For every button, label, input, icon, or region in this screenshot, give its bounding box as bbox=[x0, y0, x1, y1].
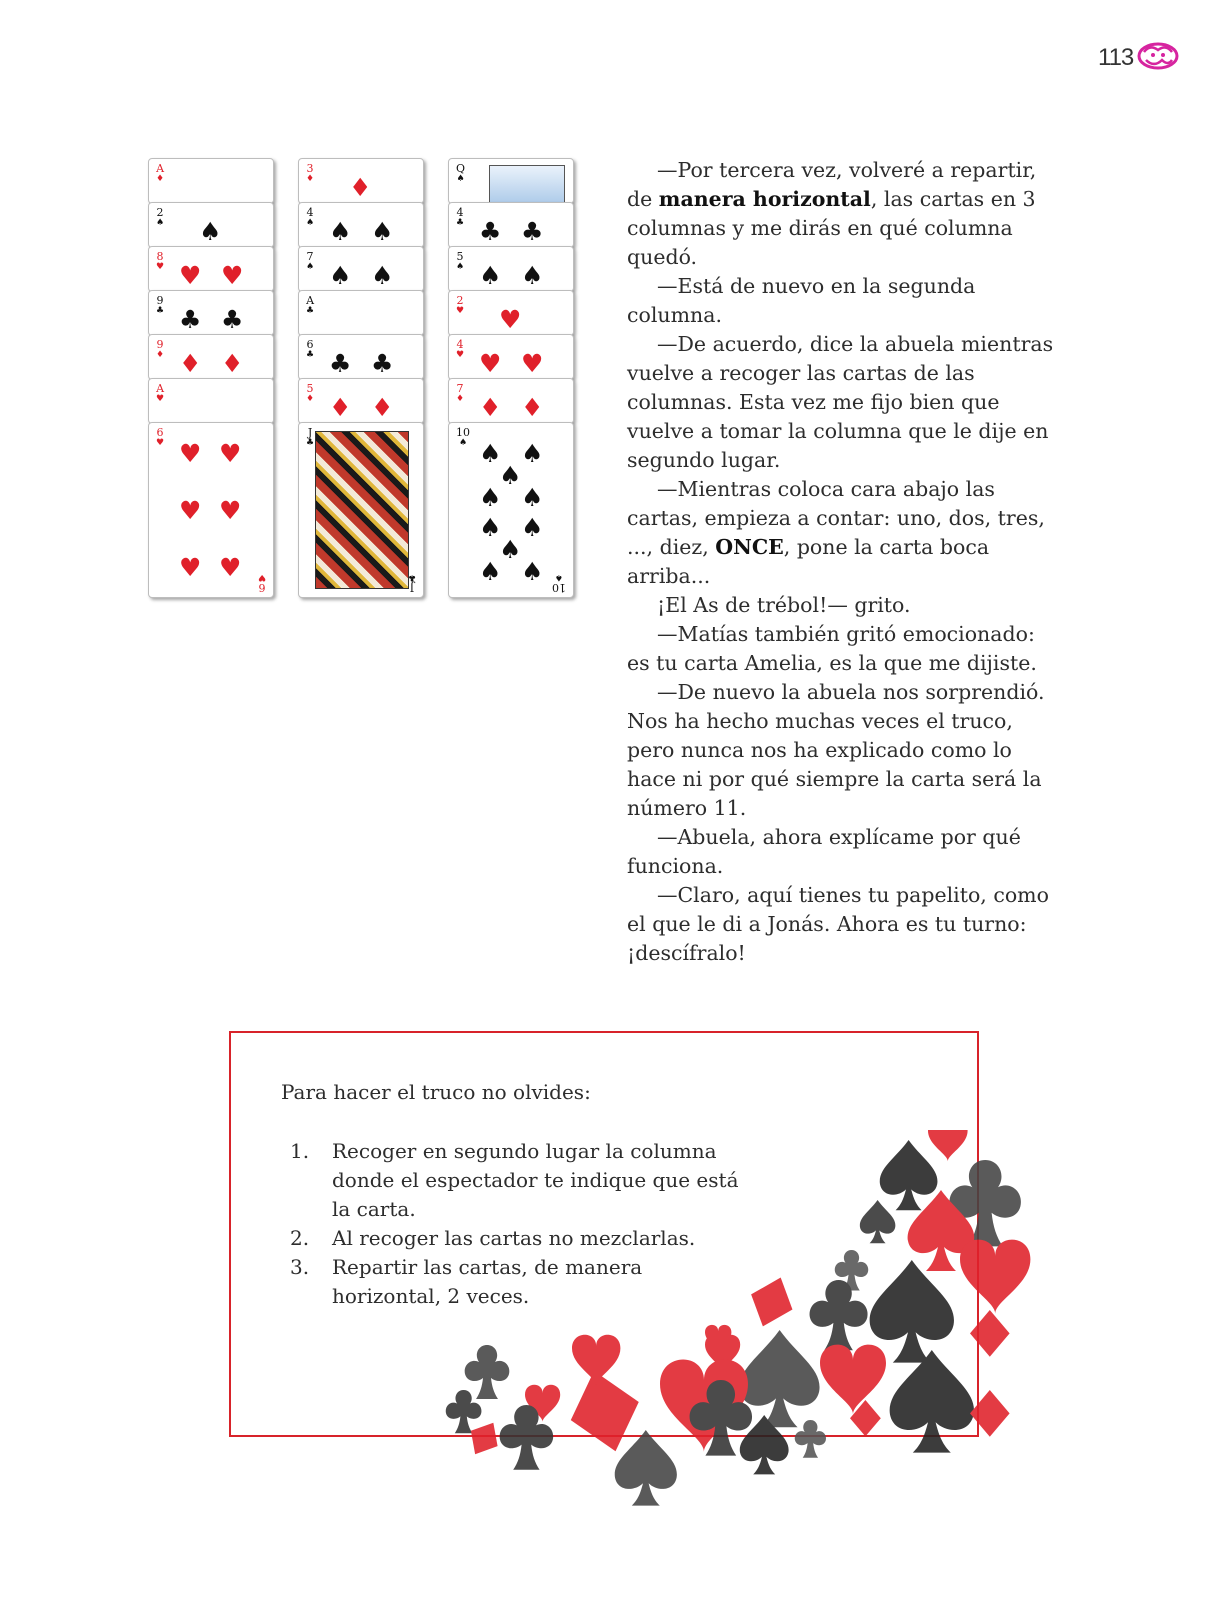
card-rank: 9 bbox=[156, 338, 164, 351]
card-index bbox=[306, 163, 314, 185]
card-suit-icon: ♦ bbox=[306, 394, 315, 404]
card-suit-icon: ♥ bbox=[456, 306, 465, 316]
card-rank: A bbox=[156, 382, 165, 395]
card-index bbox=[306, 251, 314, 273]
card-suit-icon: ♥ bbox=[156, 438, 165, 448]
playing-card bbox=[448, 334, 574, 380]
story-paragraph: —Claro, aquí tienes tu papelito, como el que le di a Jonás. Ahora es tu turno: ¡descífralo! bbox=[627, 883, 1049, 965]
card-pip-icon: ♠ bbox=[479, 439, 502, 468]
story-text bbox=[627, 156, 1057, 968]
card-pip-icon: ♦ bbox=[479, 393, 502, 422]
card-suit-icon: ♠ bbox=[458, 438, 468, 448]
card-index bbox=[456, 251, 464, 273]
story-paragraph: —Está de nuevo en la segunda columna. bbox=[627, 274, 976, 327]
card-rank: 5 bbox=[456, 250, 464, 263]
story-paragraph: —De acuerdo, dice la abuela mientras vuelve a recoger las cartas de las columnas. Esta vez me fijo bien que vuelve a tomar la columna que le dije en segundo lugar. bbox=[627, 332, 1054, 472]
card-pip-icon: ♣ bbox=[371, 349, 394, 378]
card-rank: 5 bbox=[306, 382, 314, 395]
card-suit-icon: ♠ bbox=[554, 572, 564, 582]
page-number: 113 bbox=[1098, 44, 1134, 71]
card-pip-icon: ♥ bbox=[219, 496, 242, 525]
card-index bbox=[456, 427, 470, 449]
card-rank: 9 bbox=[156, 294, 164, 307]
card-rank: 4 bbox=[456, 338, 464, 351]
card-pip-icon: ♠ bbox=[329, 261, 352, 290]
card-suits-decoration bbox=[440, 1130, 1080, 1530]
card-rank: Q bbox=[456, 162, 466, 175]
card-suit-icon: ♥ bbox=[456, 350, 465, 360]
card-rank: A bbox=[306, 294, 315, 307]
card-columns-illustration bbox=[148, 158, 588, 608]
card-suit-icon: ♠ bbox=[156, 218, 165, 228]
playing-card bbox=[298, 378, 424, 424]
card-rank: 8 bbox=[156, 250, 164, 263]
card-suit-icon: ♦ bbox=[156, 350, 165, 360]
playing-card bbox=[148, 290, 274, 336]
playing-card bbox=[448, 378, 574, 424]
card-pip-icon: ♥ bbox=[219, 439, 242, 468]
card-pip-icon: ♣ bbox=[221, 305, 244, 334]
card-pip-icon: ♣ bbox=[329, 349, 352, 378]
story-paragraph: —Matías también gritó emocionado: es tu carta Amelia, es la que me dijiste. bbox=[627, 622, 1037, 675]
card-suit-icon: ♠ bbox=[456, 262, 465, 272]
card-rank: 3 bbox=[306, 162, 314, 175]
story-paragraph: ¡El As de trébol!— grito. bbox=[657, 593, 911, 617]
tip-item: 2. Al recoger las cartas no mezclarlas. bbox=[290, 1226, 696, 1250]
jack-face-icon bbox=[315, 431, 409, 589]
card-pip-icon: ♠ bbox=[521, 513, 544, 542]
card-pip-icon: ♥ bbox=[219, 553, 242, 582]
card-suit-icon: ♠ bbox=[456, 174, 465, 184]
card-index bbox=[306, 427, 314, 449]
card-pip-icon: ♠ bbox=[371, 261, 394, 290]
card-pip-icon: ♥ bbox=[479, 349, 502, 378]
card-suit-icon: ♥ bbox=[156, 262, 165, 272]
playing-card bbox=[298, 158, 424, 204]
card-index-bottom bbox=[258, 571, 266, 593]
card-index bbox=[306, 295, 314, 317]
card-index bbox=[456, 383, 464, 405]
card-index bbox=[156, 383, 164, 405]
playing-card bbox=[148, 246, 274, 292]
card-suit-icon: ♠ bbox=[306, 262, 315, 272]
card-pip-icon: ♥ bbox=[521, 349, 544, 378]
playing-card bbox=[298, 334, 424, 380]
playing-card bbox=[448, 202, 574, 248]
card-pip-icon: ♠ bbox=[371, 217, 394, 246]
card-rank: 4 bbox=[306, 206, 314, 219]
card-index bbox=[306, 383, 314, 405]
card-pip-icon: ♣ bbox=[179, 305, 202, 334]
playing-card bbox=[148, 202, 274, 248]
playing-card bbox=[148, 334, 274, 380]
tip-item: 3. Repartir las cartas, de manera horizontal, 2 veces. bbox=[290, 1255, 643, 1308]
card-pip-icon: ♠ bbox=[521, 261, 544, 290]
card-suit-icon: ♦ bbox=[306, 174, 315, 184]
card-rank: 4 bbox=[456, 206, 464, 219]
story-paragraph: —Por tercera vez, volveré a repartir, de manera horizontal, las cartas en 3 columnas y me dirás en qué columna quedó. bbox=[627, 158, 1037, 269]
card-index bbox=[306, 339, 314, 361]
playing-card bbox=[148, 422, 274, 598]
tip-intro: Para hacer el truco no olvides: bbox=[281, 1080, 591, 1104]
playing-card bbox=[448, 246, 574, 292]
card-index-bottom bbox=[552, 571, 566, 593]
playing-card bbox=[298, 422, 424, 598]
card-rank: 10 bbox=[456, 426, 470, 439]
story-paragraph: —Abuela, ahora explícame por qué funciona. bbox=[627, 825, 1021, 878]
card-pip-icon: ♥ bbox=[179, 553, 202, 582]
playing-card bbox=[448, 290, 574, 336]
card-index bbox=[456, 339, 464, 361]
playing-card bbox=[298, 290, 424, 336]
queen-face-icon bbox=[489, 165, 565, 204]
card-suit-icon: ♦ bbox=[456, 394, 465, 404]
card-suit-icon: ♣ bbox=[306, 306, 315, 316]
card-pip-icon: ♥ bbox=[179, 439, 202, 468]
card-pip-icon: ♥ bbox=[221, 261, 244, 290]
card-pip-icon: ♦ bbox=[349, 173, 372, 202]
card-pip-icon: ♠ bbox=[199, 217, 222, 246]
card-pip-icon: ♦ bbox=[329, 393, 352, 422]
card-rank: 2 bbox=[456, 294, 464, 307]
card-pip-icon: ♦ bbox=[221, 349, 244, 378]
card-index bbox=[156, 251, 164, 273]
card-rank: 7 bbox=[306, 250, 314, 263]
story-paragraph: —Mientras coloca cara abajo las cartas, empieza a contar: uno, dos, tres, ..., diez, ONCE, pone la carta boca arriba... bbox=[627, 477, 1045, 588]
card-pip-icon: ♥ bbox=[499, 305, 522, 334]
card-rank: 7 bbox=[456, 382, 464, 395]
card-pip-icon: ♠ bbox=[479, 513, 502, 542]
card-suit-icon: ♥ bbox=[156, 394, 165, 404]
card-pip-icon: ♠ bbox=[521, 557, 544, 586]
card-index bbox=[156, 207, 164, 229]
card-suit-icon: ♣ bbox=[456, 218, 465, 228]
card-pip-icon: ♣ bbox=[479, 217, 502, 246]
card-suit-icon: ♣ bbox=[306, 438, 315, 448]
card-rank: 6 bbox=[156, 426, 164, 439]
card-rank: 6 bbox=[258, 581, 266, 594]
playing-card bbox=[148, 158, 274, 204]
playing-card bbox=[448, 422, 574, 598]
card-pip-icon: ♠ bbox=[479, 483, 502, 512]
card-pip-icon: ♥ bbox=[179, 496, 202, 525]
story-paragraph: —De nuevo la abuela nos sorprendió. Nos ha hecho muchas veces el truco, pero nunca nos ha explicado como lo hace ni por qué siempre la carta será la número 11. bbox=[627, 680, 1045, 820]
card-suit-icon: ♣ bbox=[306, 350, 315, 360]
card-pip-icon: ♥ bbox=[179, 261, 202, 290]
playing-card bbox=[148, 378, 274, 424]
card-index bbox=[456, 295, 464, 317]
card-pip-icon: ♠ bbox=[479, 557, 502, 586]
card-index-bottom bbox=[408, 571, 416, 593]
card-pip-icon: ♠ bbox=[329, 217, 352, 246]
tip-item: 1. Recoger en segundo lugar la columna donde el espectador te indique que está la carta. bbox=[290, 1139, 739, 1221]
card-suit-icon: ♣ bbox=[156, 306, 165, 316]
card-index bbox=[156, 163, 164, 185]
card-rank: 6 bbox=[306, 338, 314, 351]
playing-card bbox=[298, 246, 424, 292]
playing-card bbox=[448, 158, 574, 204]
playing-card bbox=[298, 202, 424, 248]
card-suit-icon: ♦ bbox=[156, 174, 165, 184]
card-pip-icon: ♦ bbox=[371, 393, 394, 422]
card-pip-icon: ♦ bbox=[521, 393, 544, 422]
card-pip-icon: ♣ bbox=[521, 217, 544, 246]
card-rank: J bbox=[307, 426, 313, 439]
card-pip-icon: ♠ bbox=[521, 483, 544, 512]
card-index bbox=[456, 207, 464, 229]
card-suit-icon: ♥ bbox=[257, 572, 266, 582]
card-suit-icon: ♣ bbox=[407, 572, 416, 582]
card-pip-icon: ♠ bbox=[521, 439, 544, 468]
card-pip-icon: ♦ bbox=[179, 349, 202, 378]
card-index bbox=[156, 427, 164, 449]
card-index bbox=[156, 295, 164, 317]
card-rank: 10 bbox=[552, 581, 566, 594]
card-rank: A bbox=[156, 162, 165, 175]
card-pip-icon: ♠ bbox=[499, 461, 522, 490]
card-pip-icon: ♠ bbox=[499, 535, 522, 564]
card-index bbox=[156, 339, 164, 361]
book-logo-icon bbox=[1136, 40, 1180, 72]
card-pip-icon: ♠ bbox=[479, 261, 502, 290]
card-rank: 2 bbox=[156, 206, 164, 219]
card-rank: J bbox=[409, 581, 415, 594]
card-suit-icon: ♠ bbox=[306, 218, 315, 228]
card-index bbox=[306, 207, 314, 229]
card-index bbox=[456, 163, 465, 185]
